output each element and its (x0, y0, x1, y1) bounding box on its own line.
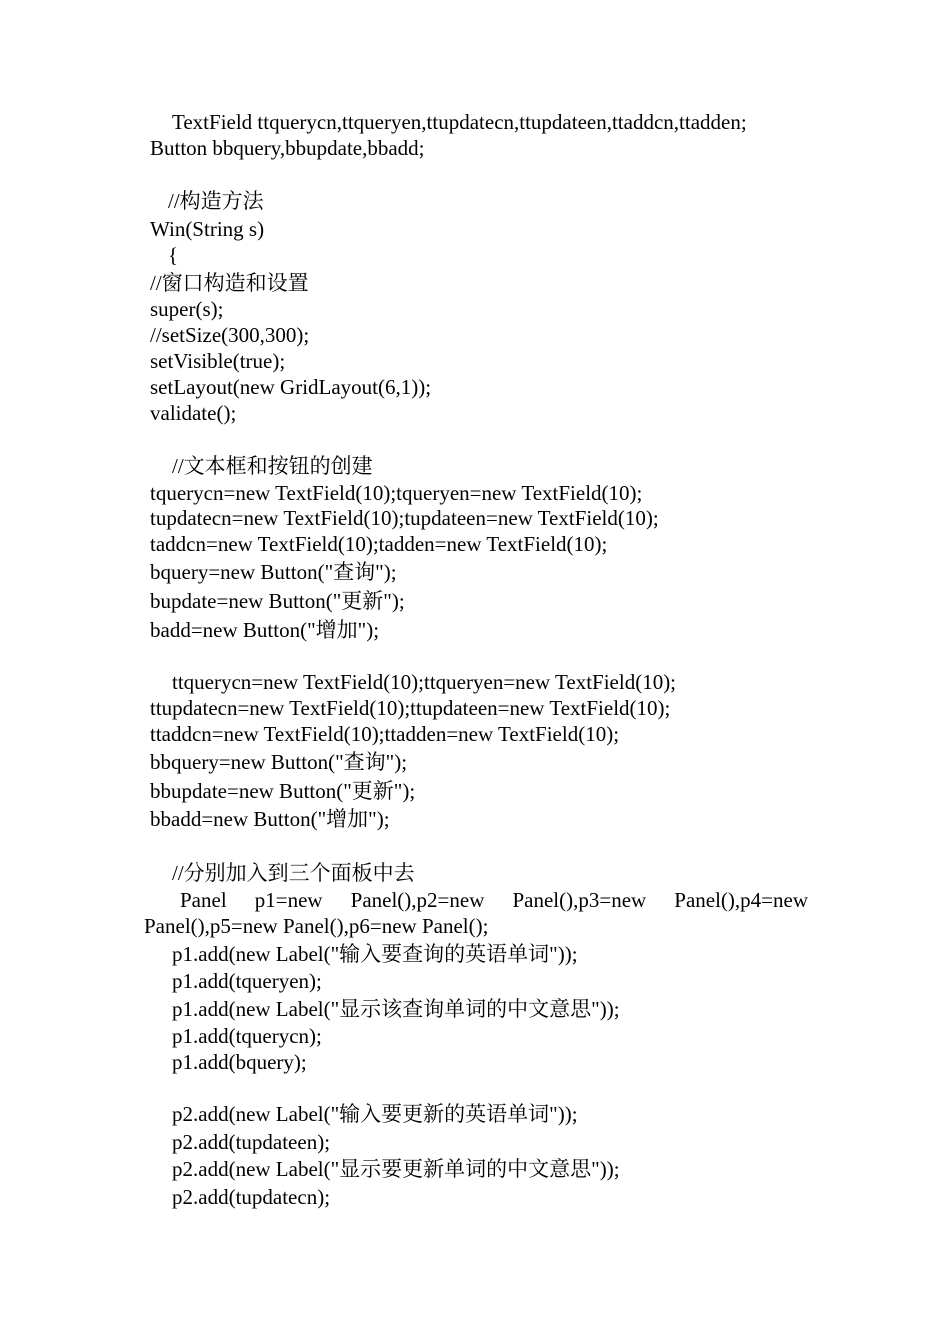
code-line: Win(String s) (150, 217, 265, 241)
code-line: Panel p1=new Panel(),p2=new Panel(),p3=new Panel(),p4=new (180, 888, 808, 912)
code-line: ttaddcn=new TextField(10);ttadden=new TextField(10); (150, 722, 620, 746)
code-line: p2.add(new Label("显示要更新单词的中文意思")); (172, 1157, 620, 1181)
code-line: tquerycn=new TextField(10);tqueryen=new TextField(10); (150, 481, 643, 505)
code-line: Panel(),p5=new Panel(),p6=new Panel(); (144, 914, 489, 938)
code-comment: //构造方法 (168, 189, 264, 213)
code-line: p1.add(new Label("输入要查询的英语单词")); (172, 942, 578, 966)
code-line: bbadd=new Button("增加"); (150, 807, 390, 831)
code-line: tupdatecn=new TextField(10);tupdateen=new TextField(10); (150, 506, 659, 530)
code-line: Button bbquery,bbupdate,bbadd; (150, 136, 425, 160)
code-line: p1.add(tqueryen); (172, 969, 322, 993)
code-line: bquery=new Button("查询"); (150, 560, 397, 584)
code-line: setVisible(true); (150, 349, 286, 373)
code-line: bupdate=new Button("更新"); (150, 589, 405, 613)
code-comment: //分别加入到三个面板中去 (172, 861, 415, 885)
code-line: p2.add(new Label("输入要更新的英语单词")); (172, 1102, 578, 1126)
code-line: p1.add(bquery); (172, 1050, 307, 1074)
code-comment: //文本框和按钮的创建 (172, 454, 373, 478)
code-line: ttupdatecn=new TextField(10);ttupdateen=new TextField(10); (150, 696, 671, 720)
code-comment: //setSize(300,300); (150, 323, 310, 347)
code-line: taddcn=new TextField(10);tadden=new TextField(10); (150, 532, 608, 556)
code-line: TextField ttquerycn,ttqueryen,ttupdatecn,ttupdateen,ttaddcn,ttadden; (172, 110, 747, 134)
code-line: bbupdate=new Button("更新"); (150, 779, 416, 803)
code-line: validate(); (150, 401, 237, 425)
code-line: ttquerycn=new TextField(10);ttqueryen=new TextField(10); (172, 670, 677, 694)
code-line: bbquery=new Button("查询"); (150, 750, 408, 774)
code-comment: //窗口构造和设置 (150, 271, 309, 295)
code-line: setLayout(new GridLayout(6,1)); (150, 375, 432, 399)
code-line: p1.add(new Label("显示该查询单词的中文意思")); (172, 997, 620, 1021)
code-line: p2.add(tupdatecn); (172, 1185, 331, 1209)
code-line: p1.add(tquerycn); (172, 1024, 322, 1048)
code-line: badd=new Button("增加"); (150, 618, 380, 642)
code-brace: { (168, 243, 179, 267)
code-line: super(s); (150, 297, 224, 321)
code-line: p2.add(tupdateen); (172, 1130, 331, 1154)
